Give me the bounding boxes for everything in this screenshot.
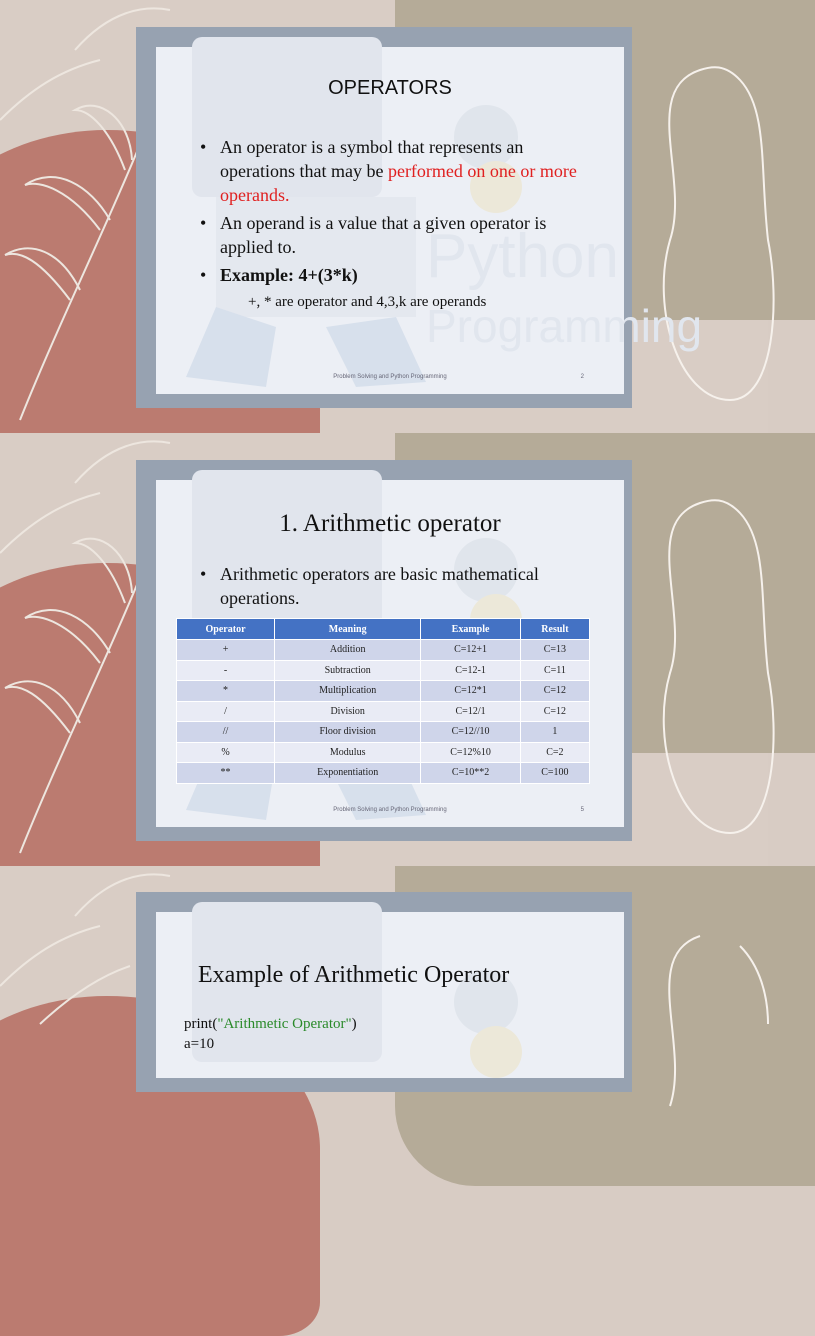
table-cell: Division [275, 701, 421, 722]
table-cell: 1 [520, 722, 589, 743]
slide-panel-3 [0, 866, 768, 1052]
python-watermark-text: Python [426, 222, 620, 291]
table-row [177, 701, 590, 722]
table-cell: C=12*1 [421, 681, 521, 702]
table-cell: C=12/1 [421, 701, 521, 722]
table-cell: Modulus [275, 742, 421, 763]
table-cell: / [177, 701, 275, 722]
table-cell: // [177, 722, 275, 743]
table-row [177, 681, 590, 702]
bullet-item: • An operator is a symbol that represents an operations that may be performed on one or more operands. [200, 135, 600, 207]
bullet-item: • Arithmetic operators are basic mathematical operations. [200, 562, 600, 610]
table-header-row [177, 619, 590, 640]
slide-frame [136, 460, 632, 841]
bullet-list [200, 135, 600, 291]
operator-table [176, 618, 590, 784]
table-cell: C=12 [520, 681, 589, 702]
slide-title: Example of Arithmetic Operator [198, 962, 510, 988]
programming-watermark-text: Programming [426, 300, 703, 352]
table-cell: C=12+1 [421, 640, 521, 661]
slide-title: 1. Arithmetic operator [279, 510, 501, 537]
table-cell: Multiplication [275, 681, 421, 702]
slide-frame [136, 27, 703, 408]
table-row [177, 742, 590, 763]
table-row [177, 640, 590, 661]
code-block [184, 1014, 357, 1054]
code-string: "Arithmetic Operator" [217, 1016, 352, 1032]
slide-content [156, 47, 703, 394]
table-cell: C=12 [520, 701, 589, 722]
table-cell: Floor division [275, 722, 421, 743]
table-cell: ** [177, 763, 275, 784]
table-cell: C=12-1 [421, 660, 521, 681]
table-header-cell: Example [421, 619, 521, 640]
highlighted-text: performed on one or more operands. [220, 161, 577, 205]
table-cell: - [177, 660, 275, 681]
table-cell: C=10**2 [421, 763, 521, 784]
page-number: 5 [580, 807, 584, 813]
table-cell: C=13 [520, 640, 589, 661]
slide-panel-1 [0, 0, 768, 433]
table-cell: C=12%10 [421, 742, 521, 763]
table-cell: C=100 [520, 763, 589, 784]
bullet-item: • An operand is a value that a given operator is applied to. [200, 211, 600, 259]
table-cell: Exponentiation [275, 763, 421, 784]
slide-footer: Problem Solving and Python Programming [333, 374, 447, 380]
table-cell: C=11 [520, 660, 589, 681]
table-cell: % [177, 742, 275, 763]
laptop-python-watermark [156, 912, 624, 1112]
table-header-cell: Result [520, 619, 589, 640]
table-header-cell: Operator [177, 619, 275, 640]
example-explanation: +, * are operator and 4,3,k are operands [248, 294, 487, 310]
table-cell: + [177, 640, 275, 661]
table-cell: C=12//10 [421, 722, 521, 743]
table-row [177, 722, 590, 743]
table-cell: C=2 [520, 742, 589, 763]
code-line: a=10 [184, 1036, 215, 1052]
table-cell: Addition [275, 640, 421, 661]
slide-frame [136, 892, 632, 1092]
table-cell: * [177, 681, 275, 702]
slide-content [156, 912, 624, 1078]
table-header-cell: Meaning [275, 619, 421, 640]
slide-content [156, 480, 624, 827]
bullet-list [200, 562, 600, 614]
table-row [177, 763, 590, 784]
slide-footer: Problem Solving and Python Programming [333, 807, 447, 813]
table-row [177, 660, 590, 681]
slide-panel-2 [0, 433, 768, 866]
slide-title: OPERATORS [328, 77, 452, 99]
code-line: print("Arithmetic Operator") [184, 1016, 357, 1032]
bullet-item: • Example: 4+(3*k) [200, 263, 600, 287]
page-number: 2 [580, 374, 584, 380]
table-cell: Subtraction [275, 660, 421, 681]
